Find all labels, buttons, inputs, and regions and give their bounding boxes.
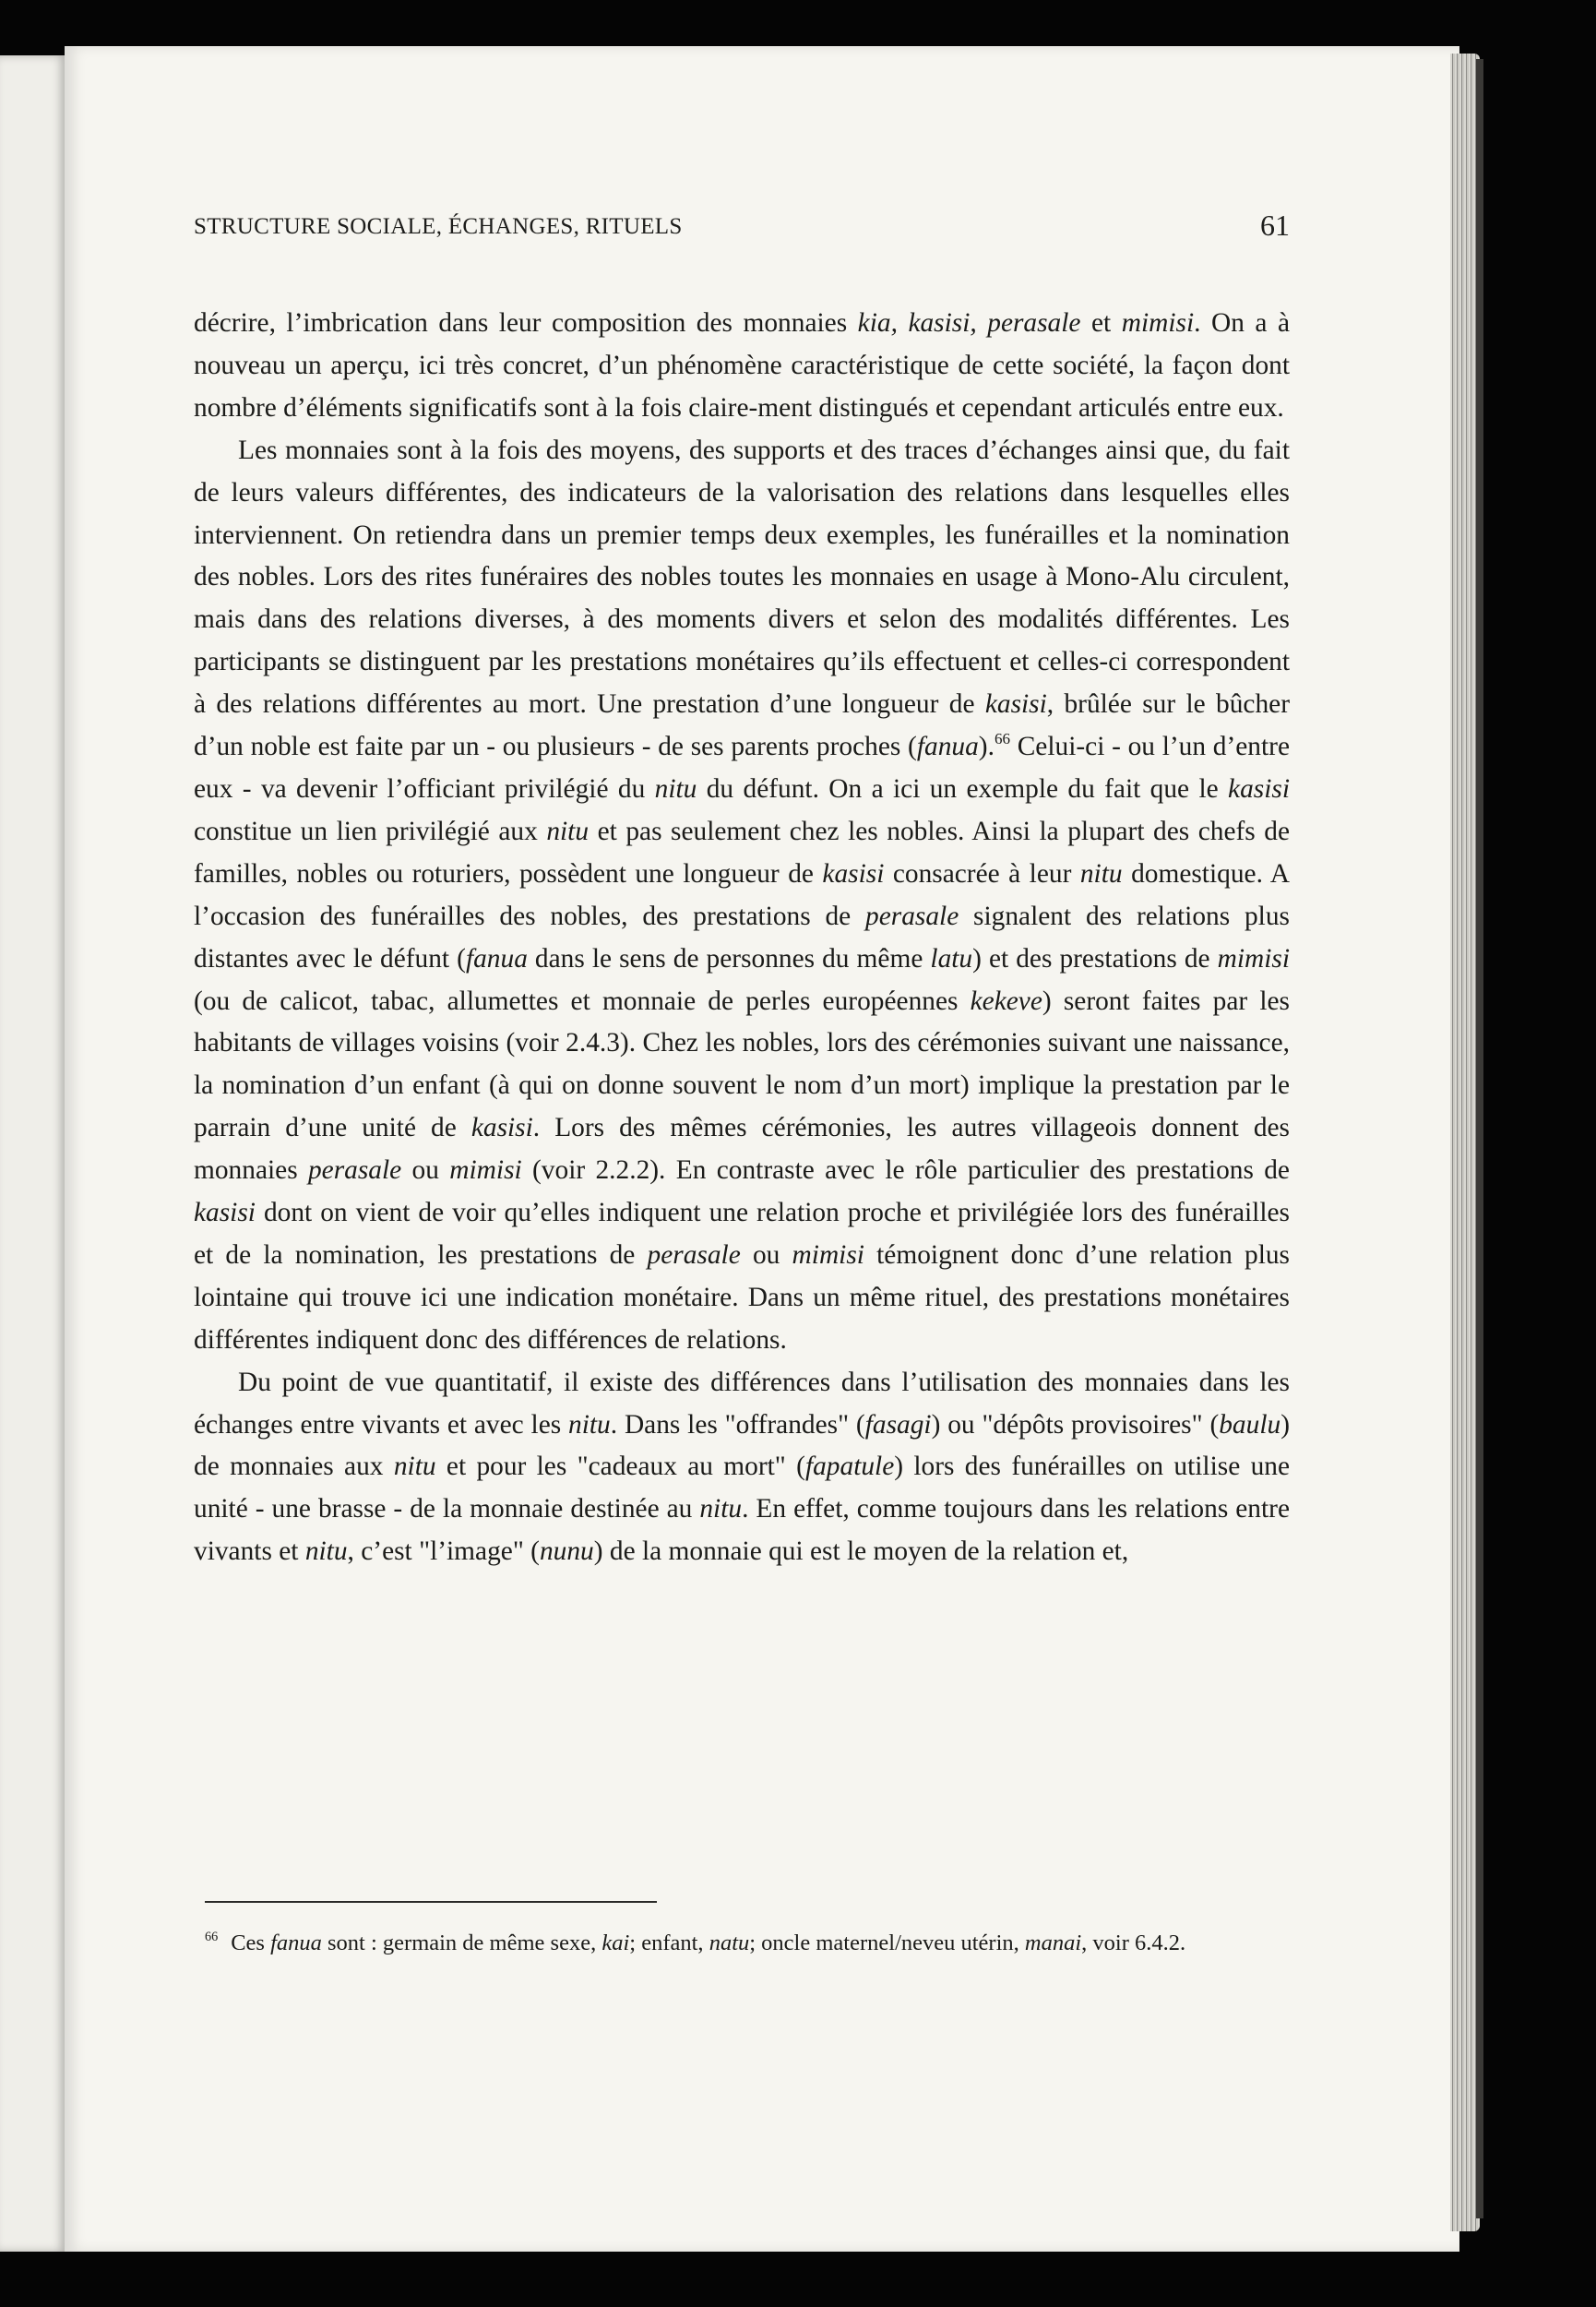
italic-term: kasisi — [984, 689, 1047, 720]
text-run: . On a à nouveau un aperçu, ici très concret, d’un phénomène caractéristique de cette société, la façon dont nombre d’éléments significatifs sont à la fois claire-ment distingués et cependant articulés entre eux. — [194, 308, 1291, 423]
text-run: ) de la monnaie qui est le moyen de la relation et, — [593, 1536, 1129, 1567]
footnote — [205, 1926, 1290, 1961]
italic-term: kasisi — [470, 1113, 533, 1143]
italic-term: perasale — [307, 1155, 402, 1186]
text-run: domestique. A l’occasion des funérailles des nobles, des prestations de — [194, 858, 1290, 931]
text-run: signalent des relations plus distantes avec le défunt ( — [194, 901, 1290, 974]
running-title: STRUCTURE SOCIALE, ÉCHANGES, RITUELS — [194, 214, 683, 239]
italic-term: natu — [709, 1930, 750, 1955]
text-run: ) lors des funérailles on utilise une unité - une brasse - de la monnaie destinée au — [194, 1452, 1291, 1524]
italic-term: nitu — [568, 1409, 611, 1440]
text-run: ) de monnaies aux — [194, 1409, 1290, 1482]
text-run: . Dans les "offrandes" ( — [610, 1409, 865, 1440]
text-run: ) et des prestations de — [972, 943, 1218, 974]
page-number: 61 — [1260, 209, 1290, 242]
paragraph — [194, 430, 1290, 1362]
footnote-rule — [205, 1901, 657, 1903]
italic-term: nitu — [546, 816, 590, 846]
text-run: Celui-ci - ou l’un d’entre eux - va devenir l’officiant privilégié du — [194, 732, 1291, 804]
text-run: . Lors des mêmes cérémonies, les autres villageois donnent des monnaies — [194, 1113, 1290, 1186]
italic-term: nunu — [539, 1536, 594, 1567]
left-page-edge — [0, 55, 66, 2252]
text-run: consacrée à leur — [884, 858, 1080, 889]
italic-term: nitu — [304, 1536, 348, 1567]
text-run: dont on vient de voir qu’elles indiquent une relation proche et privilégiée lors des funérailles et de la nomination, les prestations de — [194, 1198, 1290, 1270]
text-run: Du point de vue quantitatif, il existe des différences dans l’utilisation des monnaies dans les échanges entre vivants et avec les — [194, 1367, 1290, 1440]
text-run: ou — [401, 1155, 450, 1186]
italic-term: perasale — [647, 1239, 741, 1270]
italic-term: fasagi — [864, 1409, 932, 1440]
text-run: constitue un lien privilégié aux — [194, 816, 547, 846]
italic-term: fanua — [270, 1930, 322, 1955]
body-text — [194, 303, 1290, 1573]
text-run: ou — [740, 1239, 792, 1270]
text-run: du défunt. On a ici un exemple du fait que le — [697, 773, 1229, 804]
text-run: , voir 6.4.2. — [1081, 1930, 1186, 1955]
text-run: sont : germain de même sexe, — [321, 1930, 602, 1955]
text-run: , brûlée sur le bûcher d’un noble est faite par un - ou plusieurs - de ses parents proches ( — [194, 689, 1290, 762]
text-run: (ou de calicot, tabac, allumettes et monnaie de perles européennes — [194, 986, 971, 1016]
text-run: dans le sens de personnes du même — [527, 943, 931, 974]
italic-term: kasisi — [194, 1198, 256, 1228]
italic-term: mimisi — [792, 1239, 864, 1270]
italic-term: kai — [601, 1930, 630, 1955]
text-run: . En effet, comme toujours dans les relations entre vivants et — [194, 1494, 1290, 1567]
italic-term: nitu — [699, 1494, 743, 1524]
text-run: , c’est "l’image" ( — [347, 1536, 540, 1567]
footnote-marker: 66 — [994, 730, 1010, 748]
running-head — [194, 209, 1290, 251]
text-run: et pas seulement chez les nobles. Ainsi la plupart des chefs de familles, nobles ou roturiers, possèdent une longueur de — [194, 816, 1291, 889]
paragraph — [194, 303, 1290, 430]
italic-term: kekeve — [970, 986, 1042, 1016]
italic-term: manai — [1024, 1930, 1082, 1955]
text-run: témoignent donc d’une relation plus lointaine qui trouve ici une indication monétaire. Dans un même rituel, des prestations monétaires différentes indiquent donc des différences de relations. — [194, 1239, 1290, 1355]
text-run: et pour les "cadeaux au mort" ( — [435, 1452, 805, 1482]
footnote-marker: 66 — [205, 1930, 219, 1945]
italic-term: fapatule — [804, 1452, 895, 1482]
text-run: Ces — [231, 1930, 271, 1955]
italic-term: kasisi — [1228, 773, 1290, 804]
italic-term: perasale — [865, 901, 959, 931]
text-run: Les monnaies sont à la fois des moyens, des supports et des traces d’échanges ainsi que, du fait de leurs valeurs différentes, des indicateurs de la valorisation des relations dans lesquelles elles interviennent. On retiendra dans un premier temps deux exemples, les funérailles et la nomination des nobles. Lors des rites funéraires des nobles toutes les monnaies en usage à Mono-Alu circulent, mais dans des relations diverses, à des moments divers et selon des modalités différentes. Les participants se distinguent par les prestations monétaires qu’ils effectuent et celles-ci correspondent à des relations différentes au mort. Une prestation d’une longueur de — [194, 435, 1290, 720]
text-run: et — [1080, 308, 1122, 338]
text-run: ; enfant, — [629, 1930, 709, 1955]
italic-term: nitu — [1079, 858, 1123, 889]
text-run: ). — [978, 732, 995, 762]
italic-term: mimisi — [1121, 308, 1195, 338]
italic-term: nitu — [654, 773, 697, 804]
paragraph — [194, 1362, 1290, 1574]
italic-term: kia, kasisi, perasale — [857, 308, 1081, 338]
italic-term: baulu — [1219, 1409, 1281, 1440]
text-run: ; oncle maternel/neveu utérin, — [749, 1930, 1025, 1955]
italic-term: fanua — [465, 943, 528, 974]
text-run: ) ou "dépôts provisoires" ( — [931, 1409, 1220, 1440]
italic-term: kasisi — [822, 858, 885, 889]
italic-term: mimisi — [1217, 943, 1290, 974]
italic-term: fanua — [916, 732, 979, 762]
text-run: ) seront faites par les habitants de villages voisins (voir 2.4.3). Chez les nobles, lors des cérémonies suivant une naissance, la nomination d’un enfant (à qui on donne souvent le nom d’un mort) implique la prestation par le parrain d’une unité de — [194, 986, 1290, 1143]
italic-term: nitu — [393, 1452, 436, 1482]
italic-term: latu — [930, 943, 973, 974]
italic-term: mimisi — [449, 1155, 522, 1186]
page-block-shadow — [1476, 59, 1483, 2218]
text-run: décrire, l’imbrication dans leur composition des monnaies — [194, 308, 858, 338]
text-run: (voir 2.2.2). En contraste avec le rôle particulier des prestations de — [521, 1155, 1290, 1186]
